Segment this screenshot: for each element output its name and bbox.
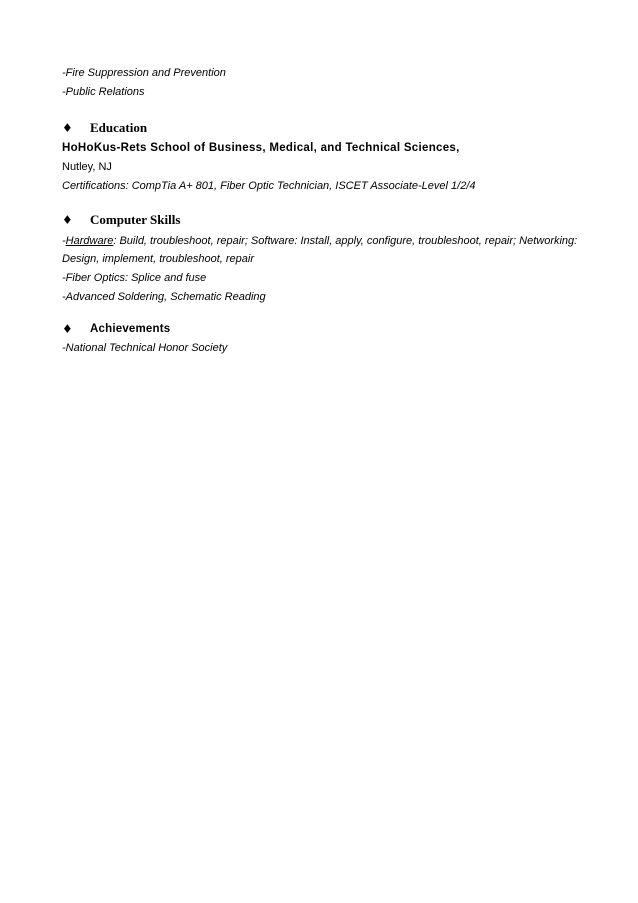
diamond-bullet-icon: ♦: [62, 322, 73, 336]
school-location: Nutley, NJ: [62, 161, 112, 173]
skills-hardware-line: [62, 234, 577, 248]
skills-fiber-optics-line: -Fiber Optics: Splice and fuse: [62, 272, 207, 284]
school-name: HoHoKus-Rets School of Business, Medical, and Technical Sciences,: [62, 142, 460, 154]
skills-networking-line: Design, implement, troubleshoot, repair: [62, 253, 254, 265]
skills-dash: -: [62, 235, 66, 247]
skills-soldering-line: -Advanced Soldering, Schematic Reading: [62, 291, 266, 303]
education-heading: [62, 119, 147, 137]
list-item-fire-suppression: -Fire Suppression and Prevention: [62, 67, 226, 79]
achievements-heading-label: Achievements: [90, 323, 171, 335]
skills-hardware-rest: : Build, troubleshoot, repair; Software: Install, apply, configure, troubleshoot, repair; Networking:: [113, 235, 578, 247]
achievement-item: -National Technical Honor Society: [62, 342, 228, 354]
computer-skills-heading-label: Computer Skills: [90, 212, 181, 227]
diamond-bullet-icon: ♦: [62, 213, 73, 227]
achievements-heading: [62, 320, 170, 338]
education-heading-label: Education: [90, 120, 148, 135]
skills-hardware-label: Hardware: [65, 235, 114, 247]
list-item-public-relations: -Public Relations: [62, 86, 145, 98]
computer-skills-heading: [62, 211, 180, 229]
certifications: Certifications: CompTia A+ 801, Fiber Optic Technician, ISCET Associate-Level 1/2/4: [62, 180, 476, 192]
diamond-bullet-icon: ♦: [62, 121, 73, 135]
